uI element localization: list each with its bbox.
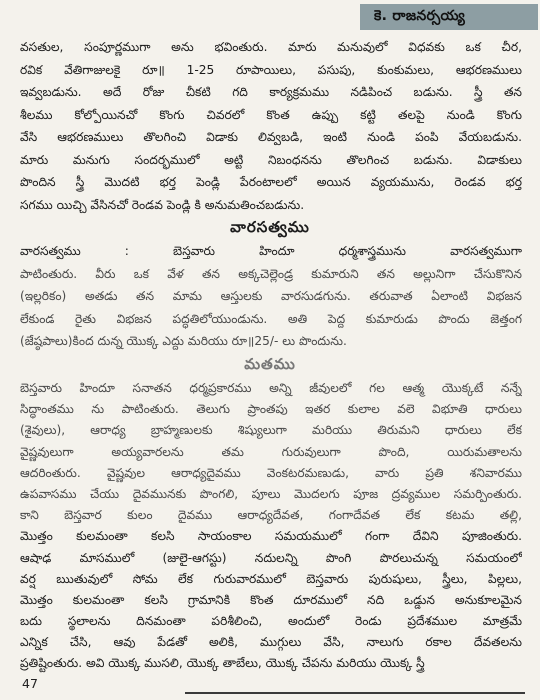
text-line: సగము యిచ్చి వేసినచో రెండవ పెండ్లి కి అనుమతించబడును. xyxy=(20,197,305,212)
section-paragraph-religion xyxy=(20,378,522,675)
text-line: పొందిన స్త్రీ మొదటి భర్త పెండ్లి పేరంటాలలో అయిన వ్యయమును, రెండవ భర్త xyxy=(20,175,522,189)
text-line: ఆదరింతురు. వైష్ణవుల ఆరాధ్యదైవము వెంకటరమణుడు, వారు ప్రతి శనివారము xyxy=(20,465,522,480)
text-line: వేసి ఆభరణములు తొలగించి విడాకు లివ్వబడి, ఇంటి నుండి పంపి వేయబడును. xyxy=(20,130,522,144)
text-line: ప్రతిష్టింతురు. అవి యొక్క ముసలి, యొక్క తాబేలు, యొక్క చేపను మరియు యొక్క స్త్రీ xyxy=(20,656,425,671)
text-line: బెస్తవారు హిందూ సనాతన ధర్మప్రకారము అన్ని జీవులలో గల ఆత్మ యొక్కటే నన్నే xyxy=(20,381,522,395)
running-header xyxy=(360,4,538,30)
text-line: రవిక వేతిగాజులకై రూ॥ 1-25 రూపాయిలు, పసుపు, కుంకుమలు, ఆభరణములు xyxy=(20,62,522,77)
text-line: ఎన్నిక చేసి, ఆవు పేడతో అలికి, ముగ్గులు వేసి, నాలుగు రకాల దేవతలను xyxy=(20,635,522,650)
text-line: (శైవులు), ఆరాధ్య బ్రాహ్మణులకు శిష్యులుగా మరియు తిరుమని ధారులు లేక xyxy=(20,423,522,438)
text-line: వసతుల, సంపూర్ణముగా అను భవింతురు. మారు మనువులో విధవకు ఒక చీర, xyxy=(20,40,522,54)
text-line: పాటింతురు. వీరు ఒక వేళ తన అక్కచెల్లెండ్ర కుమారుని తన అల్లునిగా చేసుకొనిన xyxy=(20,266,522,281)
handwritten-underline xyxy=(185,692,525,694)
text-line: మొత్తం కులమంతా కలసి గ్రామానికి కొంత దూరములో నది ఒడ్డున అనుకూలమైన xyxy=(20,592,522,607)
text-line: ఉపవాసము చేయు దైవమునకు పొంగలి, పూలు మొదలగు పూజ ద్రవ్యముల సమర్పింతురు. xyxy=(20,486,522,501)
text-line: వర్ష ఋతువులో సోమ లేక గురువారములో బెస్తవారు పురుషులు, స్త్రీలు, పిల్లలు, xyxy=(20,571,522,586)
header-author: కె. రాజనర్సయ్య xyxy=(374,7,466,24)
text-line: ఇవ్వబడును. అదే రోజు చీకటి గది కార్యక్రమము నడిపించ బడును. స్త్రీ తన xyxy=(20,85,522,99)
section-heading-inheritance: వారసత్వము xyxy=(230,218,310,236)
text-line: మొత్తం కులమంతా కలసి సాయంకాల సమయములో గంగా దేవిని పూజింతురు. xyxy=(20,529,522,544)
text-line: సిద్ధాంతము ను పాటింతురు. తెలుగు ప్రాంతపు ఇతర కులాల వలె విభూతి ధారులు xyxy=(20,402,522,417)
text-line: బదు స్థలాలను దినమంతా పరిశీలించి, అందులో రెండు ప్రదేశముల మాత్రమే xyxy=(20,614,522,629)
page-number: 47 xyxy=(22,676,38,691)
text-line: వైష్ణవులుగా అయ్యవారలను తమ గురువులుగా పొంది, యిరుమతాలను xyxy=(20,444,522,459)
text-line: మారు మనుగు సందర్భములో అట్టి నిబంధనను తొలగించ బడును. విడాకులు xyxy=(20,152,522,167)
text-line: కాని బెస్తవార కులం దైవము ఆరాధ్యదేవత, గంగాదేవత లేక కటమ తల్లి, xyxy=(20,508,522,523)
section-heading-religion: మతము xyxy=(244,355,296,373)
section-paragraph-continuation xyxy=(20,36,522,216)
text-line: వారసత్వము : బెస్తవారు హిందూ ధర్మశాస్త్రమును వారసత్వముగా xyxy=(20,244,522,258)
text-line: (ఇల్లరికం) అతడు తన మామ ఆస్తులకు వారసుడగును. తరువాత ఏలాంటి విభజన xyxy=(20,289,522,303)
text-line: (జేష్ఠపాలు)కింద దున్న యొక్క ఎద్దు మరియు రూ॥25/- లు పొందును. xyxy=(20,334,347,348)
text-line: శీలము కోల్పోయినచో కొంగు చివరలో కొంత ఉప్పు కట్టి తలపై నుండి కొంగు xyxy=(20,107,522,122)
text-line: ఆషాఢ మాసములో (జులై-ఆగస్టు) నదులన్ని పొంగి పొరలుచున్న సమయంలో xyxy=(20,550,522,565)
section-paragraph-inheritance xyxy=(20,240,522,353)
text-line: లేకుండ రైతు విభజన పద్ధతిలోయుండును. అతి పెద్ద కుమారుడు పొందు జెత్తంగ xyxy=(20,311,522,326)
